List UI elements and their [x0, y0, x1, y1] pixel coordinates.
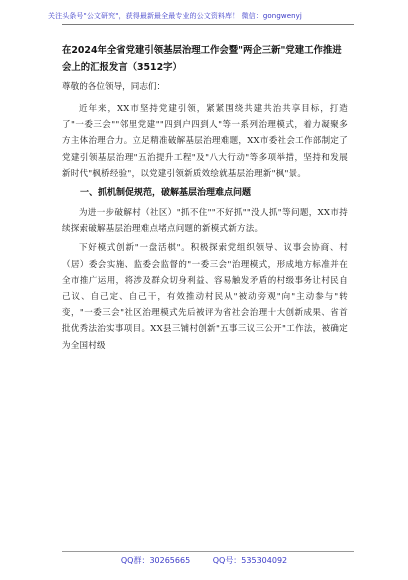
section-heading: 一、抓机制促规范，破解基层治理难点问题: [80, 188, 252, 199]
section-paragraph: 下好模式创新"一盘活棋"。积极探索党组织领导、议事会协商、村（居）委会实施、监委会监督的"一委三会"治理模式，形成地方标准并在全市推广运用，将涉及群众切身利益、容易触发矛盾的村级事务让村民自己议、自己定、自己干，有效推动村民从"被动旁观"向"主动参与"转变，"一委三会"社区治理模式先后被评为省社会治理十大创新成果、省首批优秀法治实事项目。XX县三铺村创新"五事三议三公开"工作法，被确定为全国村级: [62, 243, 348, 351]
qq-number-text: QQ号：535304092: [212, 556, 288, 565]
header-divider: [62, 24, 354, 25]
footer-divider: [62, 551, 354, 552]
document-title: 在2024年全省党建引领基层治理工作会暨"两企三新"党建工作推进会上的汇报发言（3512字）: [62, 45, 342, 73]
intro-paragraph: 近年来，XX市坚持党建引领，紧紧围绕共建共治共享目标，打造了"一委三会""邻里党建""四到户四到人"等一系列治理模式，着力凝聚多方主体治理合力。立足精准破解基层治理难题，XX市委社会工作部制定了党建引领基层治理"五治提升工程"及"八大行动"等多项举措，坚持和发展新时代"枫桥经验"，以党建引领新质效绘就基层治理新"枫"景。: [62, 104, 348, 179]
footer: [0, 555, 408, 566]
document-body: [62, 42, 348, 357]
qq-group-text: QQ群：30265665: [120, 556, 191, 565]
section-paragraph: 为进一步破解村（社区）"抓不住""不好抓""没人抓"等问题，XX市持续探索破解基层治理难点堵点问题的新模式新方法。: [62, 208, 348, 235]
header-note: 关注头条号"公文研究"，获得最新最全最专业的公文资料库！ 微信：gongwenyj: [48, 12, 302, 20]
salutation: 尊敬的各位领导，同志们：: [62, 82, 166, 92]
